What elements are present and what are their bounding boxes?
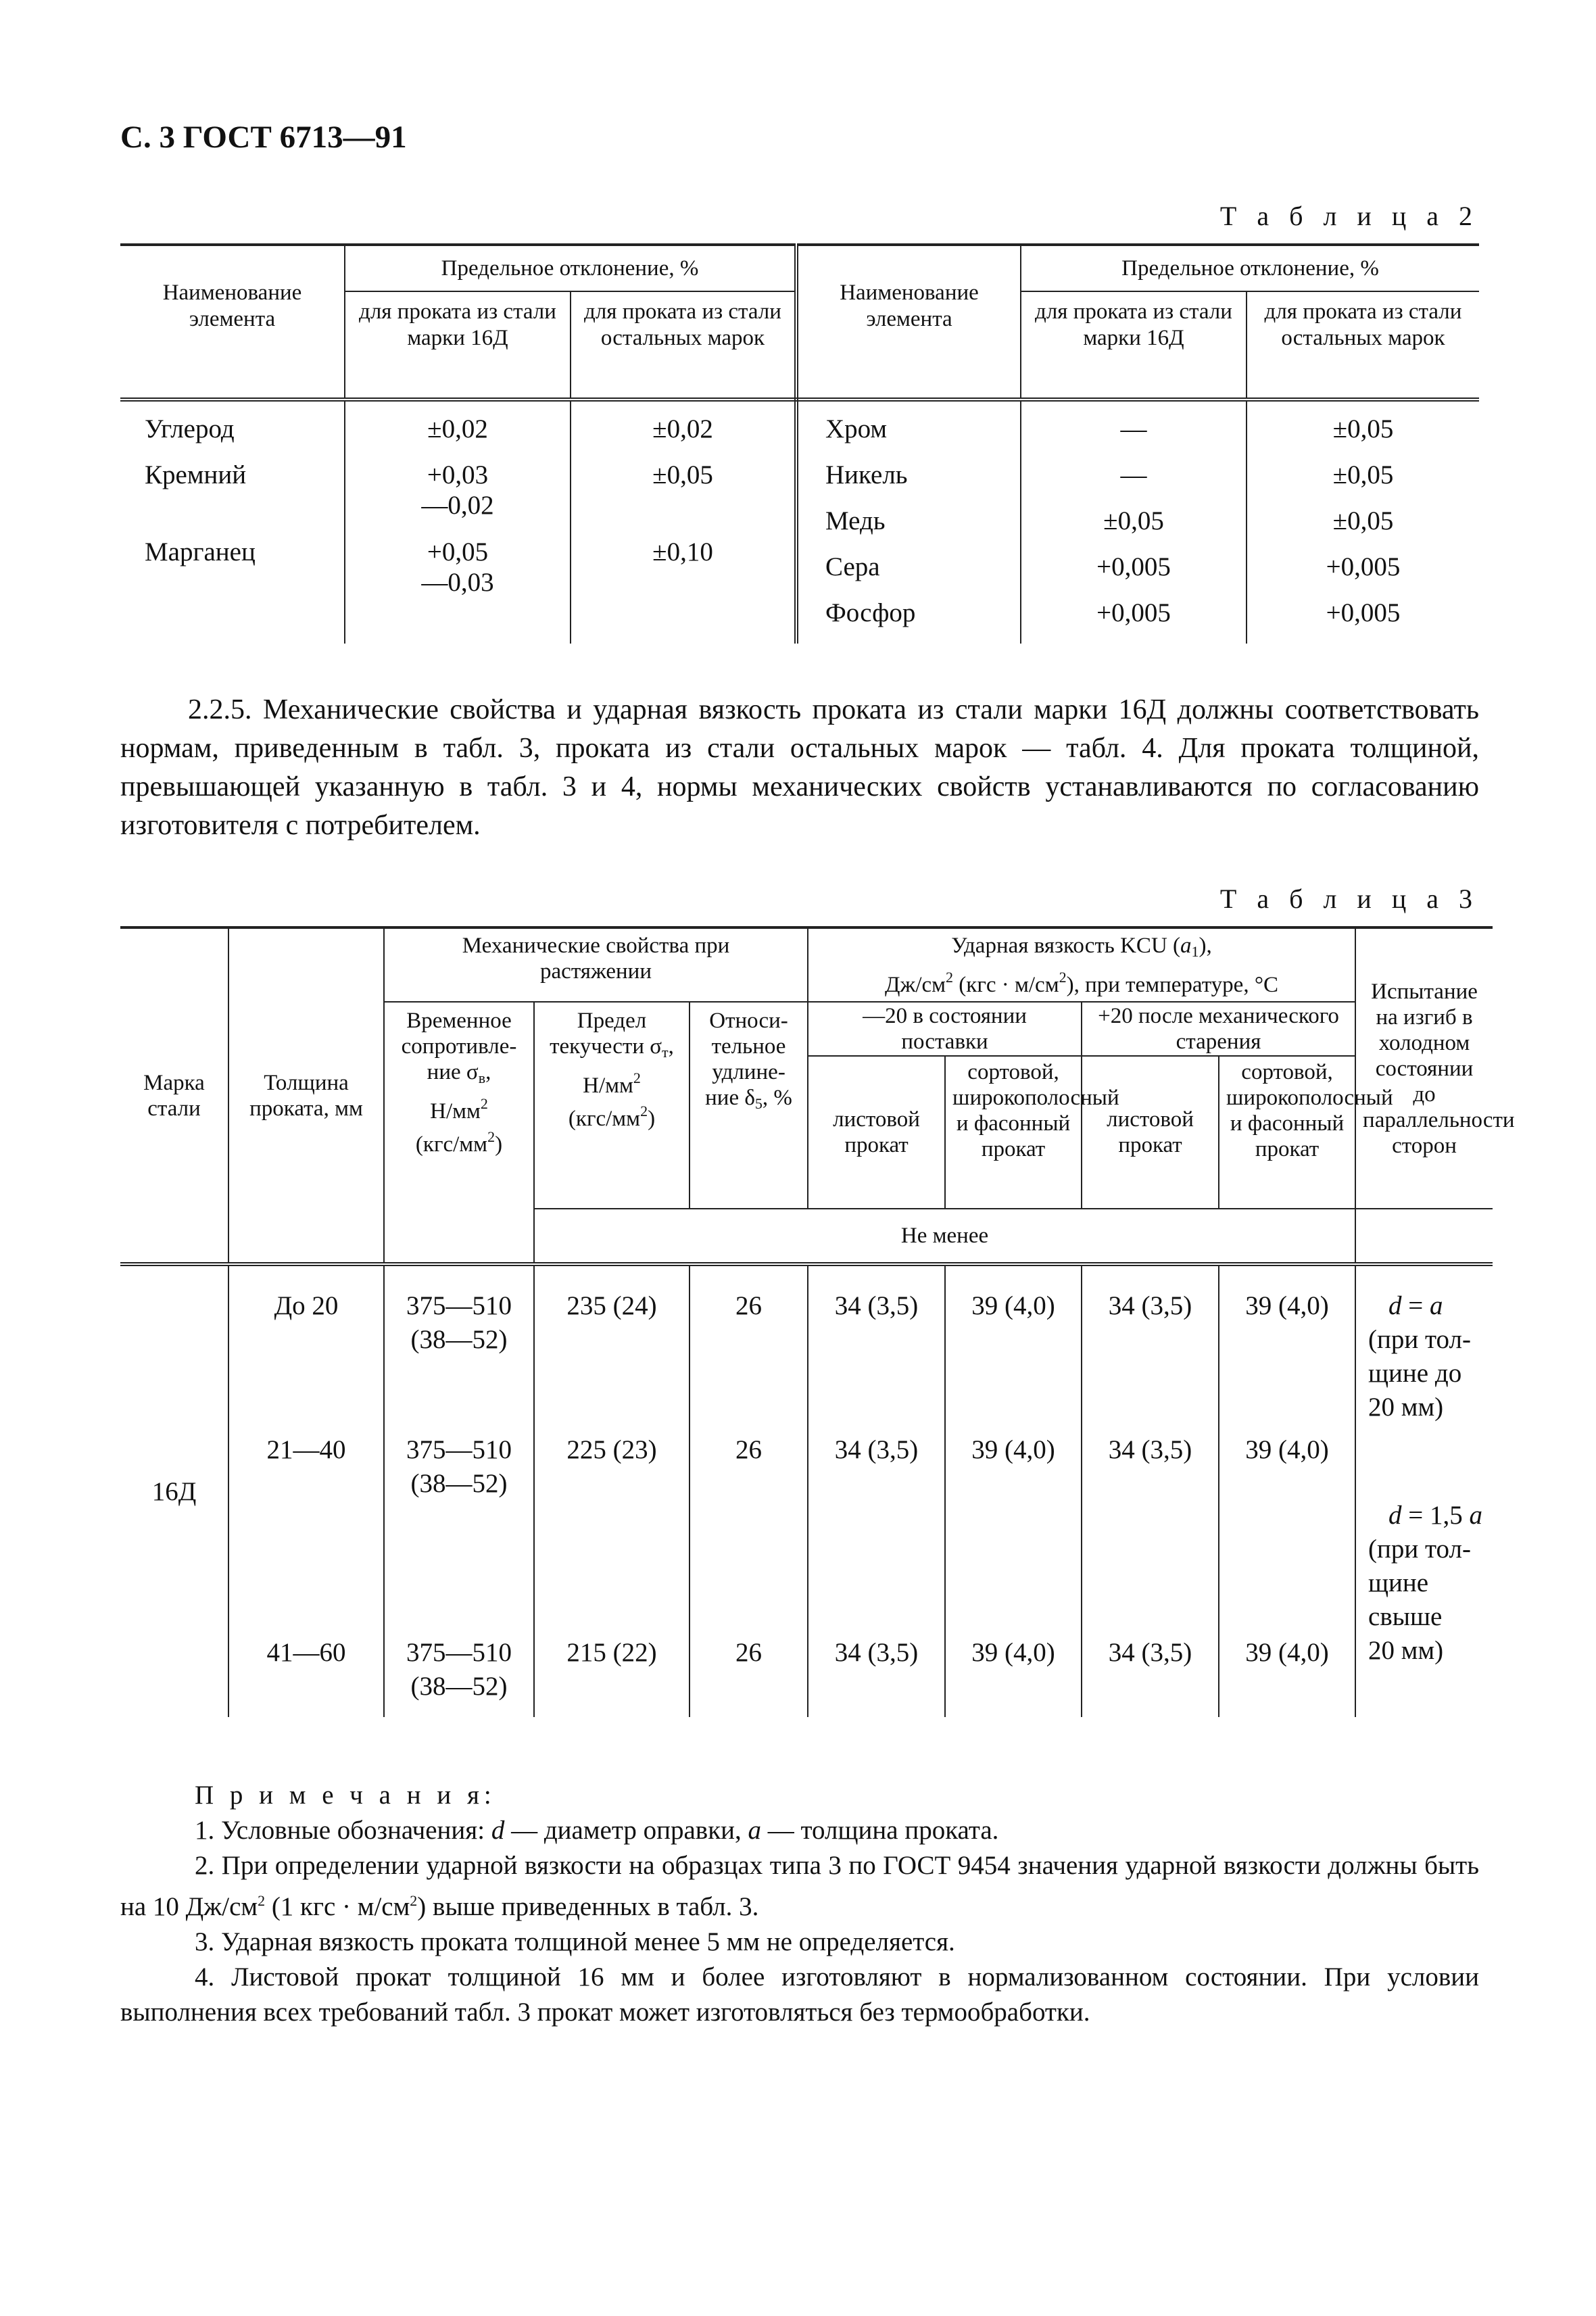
t3-bend-formula: d = 1,5 a (1388, 1501, 1483, 1530)
t2-value: +0,05 (427, 537, 489, 566)
t2-element-name: Сера (796, 552, 1021, 598)
t2-header-16d-right: для проката из стали марки 16Д (1021, 291, 1247, 400)
table-row (120, 1264, 1493, 1433)
table-row (120, 1433, 1493, 1636)
t3-impact-value: 39 (4,0) (945, 1636, 1082, 1717)
t2-element-name: Никель (796, 460, 1021, 506)
notes-title: П р и м е ч а н и я: (195, 1781, 496, 1810)
t2-left-names (120, 400, 345, 644)
t3-header-minus20: —20 в состоянии поставки (808, 1002, 1082, 1056)
t3-header-plus20: +20 после механического старения (1082, 1002, 1355, 1056)
t3-header-section: сортовой, широкополосный и фасонный прокат (945, 1056, 1082, 1209)
t2-value: ±0,05 (1247, 400, 1479, 460)
note-2: 2. При определении ударной вязкости на образцах типа 3 по ГОСТ 9454 значения ударной вязкости должны быть на 10 $Дж/см^2$ (1 кгс · $м/см^2$) выше приведенных в табл. 3. (120, 1851, 1479, 1921)
t3-thickness: До 20 (228, 1264, 384, 1433)
note-4: 4. Листовой прокат толщиной 16 мм и более изготовляют в нормализованном состоянии. При условии выполнения всех требований табл. 3 прокат может изготовляться без термообработки. (120, 1962, 1479, 2027)
t2-value: — (1021, 460, 1247, 506)
t3-bend-formula: d = a (1388, 1291, 1443, 1320)
t3-thickness: 41—60 (228, 1636, 384, 1717)
t2-value: +0,005 (1021, 552, 1247, 598)
t2-element-name: Углерод (145, 414, 235, 443)
t3-impact-value: 39 (4,0) (1219, 1264, 1355, 1433)
table-3 (120, 926, 1515, 1717)
t2-element-name: Хром (796, 400, 1021, 460)
t2-value: — (1021, 400, 1247, 460)
t3-header-sheet: листовой прокат (1082, 1056, 1219, 1209)
t3-header-notless: Не менее (534, 1209, 1355, 1264)
t3-elongation: 26 (690, 1264, 808, 1433)
t3-header-thickness: Толщина проката, мм (228, 927, 384, 1264)
t3-impact-value: 39 (4,0) (1219, 1433, 1355, 1636)
section-2-2-5 (120, 691, 1479, 845)
t2-header-16d-left: для проката из стали марки 16Д (345, 291, 571, 400)
t3-bend-values: d = a (при тол- щине до 20 мм) d = 1,5 a (при тол- щине свыше 20 мм) (1355, 1264, 1493, 1717)
table-row (120, 1636, 1493, 1717)
t3-tensile: 375—510 (38—52) (384, 1433, 534, 1636)
t3-header-grade: Марка стали (120, 927, 228, 1264)
t3-impact-value: 34 (3,5) (1082, 1636, 1219, 1717)
t2-value: +0,005 (1247, 598, 1479, 644)
t3-thickness: 21—40 (228, 1433, 384, 1636)
t3-tensile: 375—510 (38—52) (384, 1264, 534, 1433)
notes (120, 1778, 1479, 2030)
t2-left-16d-values (345, 400, 571, 644)
t2-element-name: Кремний (145, 460, 247, 489)
t3-impact-value: 34 (3,5) (808, 1433, 945, 1636)
t3-header-sheet: листовой прокат (808, 1056, 945, 1209)
t3-elongation: 26 (690, 1433, 808, 1636)
paragraph-text: 2.2.5. Механические свойства и ударная вязкость проката из стали марки 16Д должны соответствовать нормам, приведенным в табл. 3, проката из стали остальных марок — табл. 4. Для проката толщиной, превышающей указанную в табл. 3 и 4, нормы механических свойств устанавливаются по согласованию изготовителя с потребителем. (120, 694, 1479, 841)
t2-value: —0,02 (421, 491, 494, 520)
t2-header-deviation-left: Предельное отклонение, % (345, 245, 796, 291)
t2-value: +0,005 (1247, 552, 1479, 598)
t2-header-other-right: для проката из стали остальных марок (1247, 291, 1479, 400)
t3-header-spacer (384, 1209, 534, 1264)
t3-header-spacer (1355, 1209, 1493, 1264)
t2-value: ±0,05 (1021, 506, 1247, 552)
t2-header-name-right: Наименование элемента (796, 245, 1021, 400)
t3-impact-value: 34 (3,5) (808, 1264, 945, 1433)
note-3: 3. Ударная вязкость проката толщиной менее 5 мм не определяется. (195, 1927, 955, 1956)
table2-caption: Т а б л и ц а 2 (1219, 201, 1479, 231)
t3-header-elongation: Относи- тельное удлине- ние $\delta_5$, % (690, 1002, 808, 1209)
t2-value: ±0,02 (427, 414, 488, 443)
document-page (120, 0, 1515, 2316)
page-header: С. 3 ГОСТ 6713—91 (120, 120, 407, 155)
t3-yield: 225 (23) (534, 1433, 690, 1636)
t2-header-other-left: для проката из стали остальных марок (571, 291, 796, 400)
t3-impact-value: 34 (3,5) (808, 1636, 945, 1717)
t2-header-name-left: Наименование элемента (120, 245, 345, 400)
t3-elongation: 26 (690, 1636, 808, 1717)
t3-yield: 215 (22) (534, 1636, 690, 1717)
t3-impact-value: 34 (3,5) (1082, 1264, 1219, 1433)
t2-header-deviation-right: Предельное отклонение, % (1021, 245, 1479, 291)
t3-tensile: 375—510 (38—52) (384, 1636, 534, 1717)
t2-value: ±0,05 (1247, 460, 1479, 506)
t2-left-other-values (571, 400, 796, 644)
t2-element-name: Фосфор (796, 598, 1021, 644)
t2-value: ±0,05 (1247, 506, 1479, 552)
t3-header-mech: Механические свойства при растяжении (384, 927, 808, 1002)
t2-value: —0,03 (421, 568, 494, 597)
t3-header-section: сортовой, широкополосный и фасонный прокат (1219, 1056, 1355, 1209)
table3-caption: Т а б л и ц а 3 (1219, 884, 1479, 914)
t3-impact-value: 34 (3,5) (1082, 1433, 1219, 1636)
t3-grade: 16Д (151, 1476, 197, 1506)
t2-value: +0,005 (1021, 598, 1247, 644)
table-2 (120, 243, 1479, 644)
t3-header-yield: Предел текучести $\sigma_т$, $Н/мм^2$ $(кгс/мм^2)$ (534, 1002, 690, 1209)
t2-element-name: Марганец (145, 537, 256, 566)
t3-impact-value: 39 (4,0) (945, 1264, 1082, 1433)
t3-yield: 235 (24) (534, 1264, 690, 1433)
t2-value: ±0,02 (652, 414, 713, 443)
t3-header-bend: Испытание на изгиб в холодном состоянии до параллельности сторон (1355, 927, 1493, 1209)
t3-header-impact: Ударная вязкость KCU $(a_1)$, $Дж/см^2$ $(кгс \cdot м/см^2)$, при температуре, °С (808, 927, 1355, 1002)
t3-header-tensile: Временное сопротивле- ние $\sigma_в$, $Н/мм^2$ $(кгс/мм^2)$ (384, 1002, 534, 1209)
t2-value: +0,03 (427, 460, 489, 489)
note-1: 1. Условные обозначения: d — диаметр оправки, a — толщина проката. (195, 1816, 999, 1845)
t3-impact-value: 39 (4,0) (945, 1433, 1082, 1636)
t3-impact-value: 39 (4,0) (1219, 1636, 1355, 1717)
t2-value: ±0,10 (652, 537, 713, 566)
t2-element-name: Медь (796, 506, 1021, 552)
t2-value: ±0,05 (652, 460, 713, 489)
